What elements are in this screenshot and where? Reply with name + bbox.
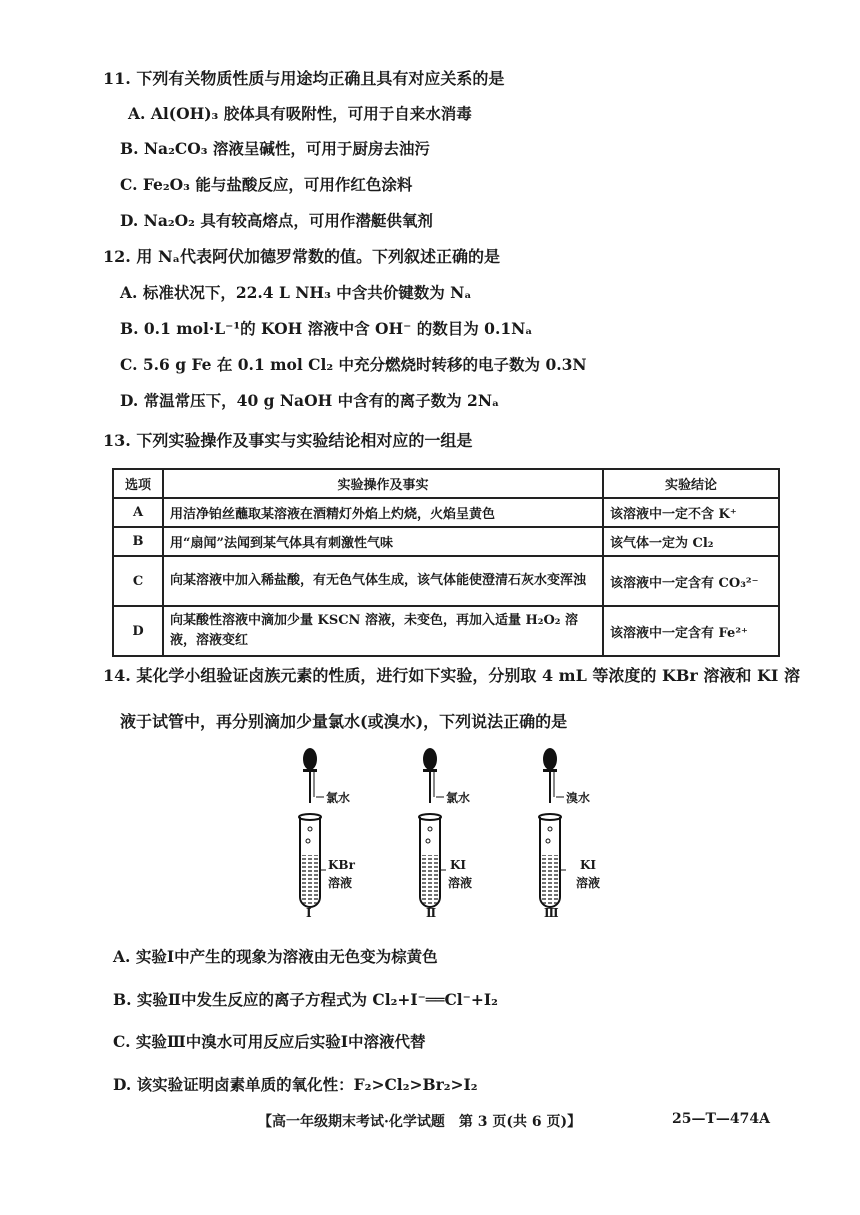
reagent-label-1: 氯水 [326,791,351,805]
solution-label-3a: KI [580,858,597,872]
tube-numeral-1: Ⅰ [306,906,312,920]
q12-stem: 12. 用 Nₐ代表阿伏加德罗常数的值。下列叙述正确的是 [103,247,501,266]
q11-option-d: D. Na₂O₂ 具有较高熔点，可用作潜艇供氧剂 [120,211,433,230]
table-row [113,556,779,606]
row-option: C [113,556,163,606]
reagent-label-2: 氯水 [446,791,471,805]
solution-label-1a: KBr [328,858,355,872]
test-tubes-diagram [290,745,620,930]
tube-3-group [539,748,566,907]
reagent-label-3: 溴水 [566,791,591,805]
tube-1-group [299,748,326,907]
table-row [113,606,779,656]
dropper-collar-2 [423,769,437,772]
row-operation: 用“扇闻”法闻到某气体具有刺激性气味 [163,527,603,556]
q14-option-a: A. 实验Ⅰ中产生的现象为溶液由无色变为棕黄色 [113,947,438,966]
q14-option-d: D. 该实验证明卤素单质的氧化性：F₂>Cl₂>Br₂>I₂ [113,1075,478,1094]
row-conclusion: 该气体一定为 Cl₂ [603,527,779,556]
row-operation: 向某溶液中加入稀盐酸，有无色气体生成，该气体能使澄清石灰水变浑浊 [163,556,603,606]
q12-option-c: C. 5.6 g Fe 在 0.1 mol Cl₂ 中充分燃烧时转移的电子数为 0.3N [120,355,587,374]
solution-label-1b: 溶液 [328,876,353,890]
dropper-collar-1 [303,769,317,772]
row-option: B [113,527,163,556]
q14-stem-line1: 14. 某化学小组验证卤族元素的性质，进行如下实验，分别取 4 mL 等浓度的 KBr 溶液和 KI 溶 [103,666,800,685]
table-header-row [113,469,779,498]
q11-option-b: B. Na₂CO₃ 溶液呈碱性，可用于厨房去油污 [120,139,430,158]
tube-2-group [419,748,446,907]
dropper-collar-3 [543,769,557,772]
row-option: A [113,498,163,527]
tube-numeral-2: Ⅱ [426,906,437,920]
solution-label-2b: 溶液 [448,876,473,890]
row-operation: 向某酸性溶液中滴加少量 KSCN 溶液，未变色，再加入适量 H₂O₂ 溶液，溶液变红 [163,606,603,656]
q12-option-b: B. 0.1 mol·L⁻¹的 KOH 溶液中含 OH⁻ 的数目为 0.1Nₐ [120,319,533,338]
table-row [113,527,779,556]
solution-label-2a: KI [450,858,467,872]
dropper-bulb-3 [543,748,557,770]
header-conclusion: 实验结论 [603,469,779,498]
q11-stem: 11. 下列有关物质性质与用途均正确且具有对应关系的是 [103,69,505,88]
row-conclusion: 该溶液中一定含有 CO₃²⁻ [603,556,779,606]
footer-code: 25—T—474A [672,1111,770,1127]
q12-option-d: D. 常温常压下，40 g NaOH 中含有的离子数为 2Nₐ [120,391,500,410]
dropper-bulb-2 [423,748,437,770]
q11-option-a: A. Al(OH)₃ 胶体具有吸附性，可用于自来水消毒 [128,104,472,123]
tube-numeral-3: Ⅲ [544,906,559,920]
q14-option-b: B. 实验Ⅱ中发生反应的离子方程式为 Cl₂+I⁻══Cl⁻+I₂ [113,990,498,1009]
dropper-bulb-1 [303,748,317,770]
row-operation: 用洁净铂丝蘸取某溶液在酒精灯外焰上灼烧，火焰呈黄色 [163,498,603,527]
header-operation: 实验操作及事实 [163,469,603,498]
row-conclusion: 该溶液中一定不含 K⁺ [603,498,779,527]
q12-option-a: A. 标准状况下，22.4 L NH₃ 中含共价键数为 Nₐ [120,283,472,302]
row-conclusion: 该溶液中一定含有 Fe²⁺ [603,606,779,656]
q13-stem: 13. 下列实验操作及事实与实验结论相对应的一组是 [103,431,473,450]
q13-table [112,468,780,657]
table-row [113,498,779,527]
row-option: D [113,606,163,656]
solution-label-3b: 溶液 [576,876,601,890]
q14-option-c: C. 实验Ⅲ中溴水可用反应后实验Ⅰ中溶液代替 [113,1032,426,1051]
header-option: 选项 [113,469,163,498]
q14-stem-line2: 液于试管中，再分别滴加少量氯水(或溴水)，下列说法正确的是 [120,712,568,731]
q11-option-c: C. Fe₂O₃ 能与盐酸反应，可用作红色涂料 [120,175,413,194]
footer-title: 【高一年级期末考试·化学试题 第 3 页(共 6 页)】 [258,1114,582,1130]
